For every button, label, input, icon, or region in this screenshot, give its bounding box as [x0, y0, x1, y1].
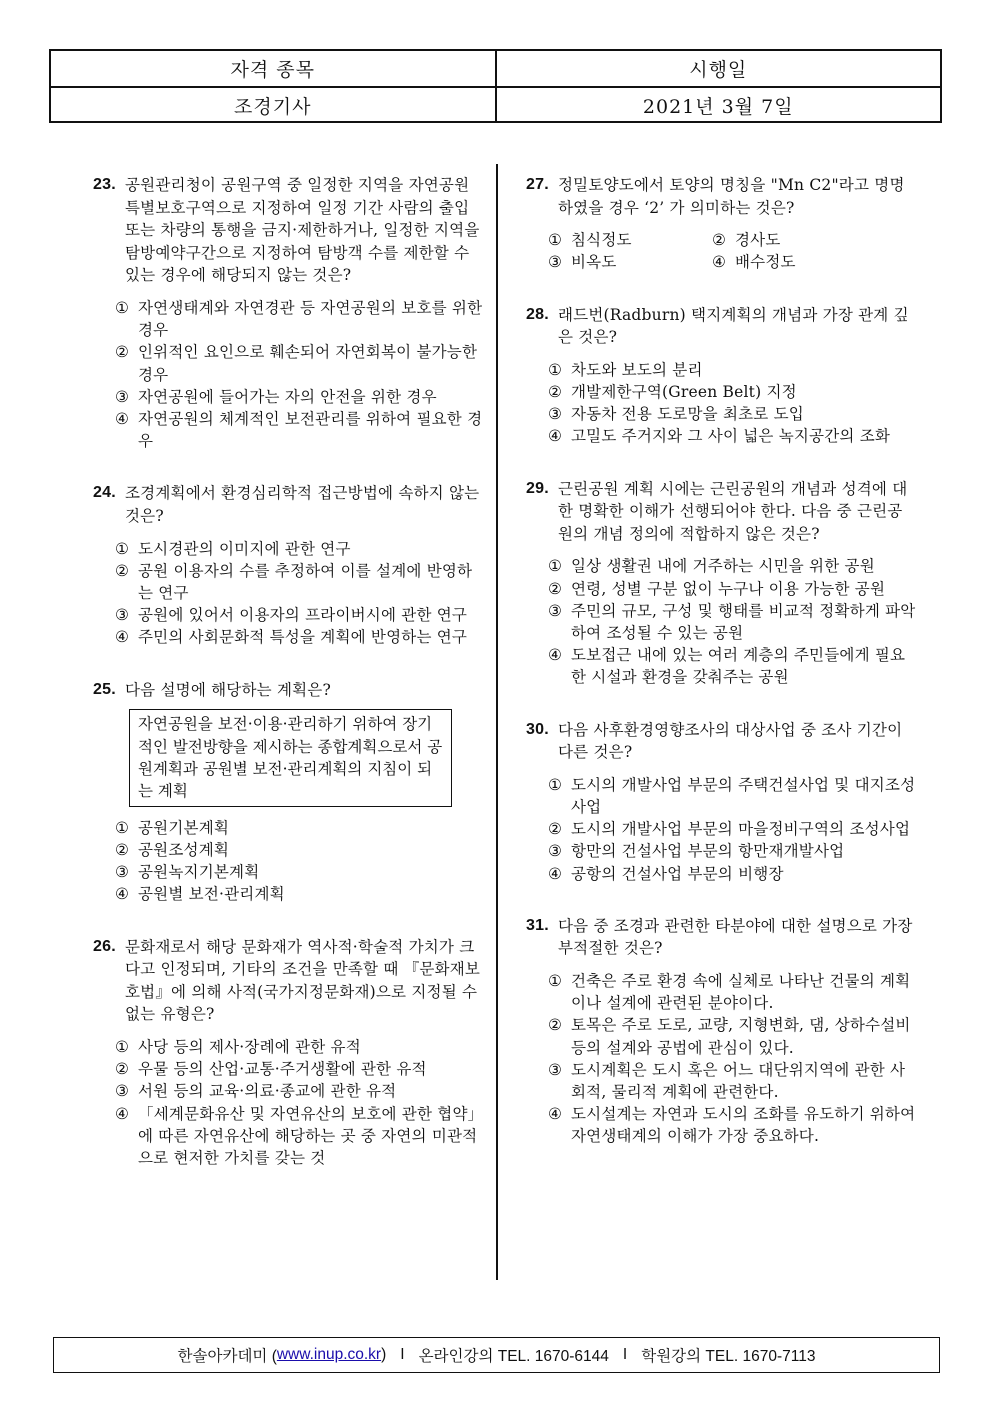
- question-text: 31. 다음 중 조경과 관련한 타분야에 대한 설명으로 가장 부적절한 것은?: [526, 916, 913, 958]
- option-3: ③ 비옥도: [548, 253, 617, 272]
- option-4: ④ 배수정도: [712, 253, 796, 272]
- option-1: ① 차도와 보도의 분리: [548, 360, 703, 379]
- options: [526, 774, 916, 885]
- option-2: ② 도시의 개발사업 부문의 마을정비구역의 조성사업: [548, 820, 911, 839]
- option-3: ③ 자연공원에 들어가는 자의 안전을 위한 경우: [115, 387, 437, 406]
- question-text: 24. 조경계획에서 환경심리학적 접근방법에 속하지 않는 것은?: [93, 484, 480, 525]
- question-text: 29. 근린공원 계획 시에는 근린공원의 개념과 성격에 대한 명확한 이해가 선행되어야 한다. 다음 중 근린공원의 개념 정의에 적합하지 않은 것은?: [526, 479, 908, 543]
- option-1: ① 침식정도: [548, 231, 632, 250]
- option-3: ③ 주민의 규모, 구성 및 행태를 비교적 정확하게 파악하여 조성될 수 있는 공원: [548, 601, 916, 642]
- option-1: ① 도시의 개발사업 부문의 주택건설사업 및 대지조성사업: [548, 775, 916, 816]
- option-4: ④ 주민의 사회문화적 특성을 계획에 반영하는 연구: [115, 628, 468, 647]
- option-1: ① 자연생태계와 자연경관 등 자연공원의 보호를 위한 경우: [115, 298, 483, 340]
- option-3: ③ 공원녹지기본계획: [115, 863, 260, 882]
- question-26: [93, 936, 483, 1170]
- separator: I: [622, 1346, 628, 1363]
- option-1: ① 도시경관의 이미지에 관한 연구: [115, 539, 351, 558]
- option-3: ③ 자동차 전용 도로망을 최초로 도입: [548, 405, 804, 424]
- options: [526, 359, 916, 448]
- option-1: ① 일상 생활권 내에 거주하는 시민을 위한 공원: [548, 557, 875, 576]
- option-2: ② 공원 이용자의 수를 추정하여 이를 설계에 반영하는 연구: [115, 561, 473, 602]
- footer-contact: [53, 1337, 940, 1373]
- option-1: ① 사당 등의 제사·장례에 관한 유적: [115, 1038, 361, 1056]
- option-3: ③ 서원 등의 교육·의료·종교에 관한 유적: [115, 1082, 397, 1101]
- question-number: 26.: [93, 937, 116, 955]
- academy-name: 한솔아카데미 (: [177, 1348, 277, 1365]
- header-value-row: [51, 86, 940, 123]
- question-text: 28. 래드번(Radburn) 택지계획의 개념과 가장 관계 깊은 것은?: [526, 305, 909, 347]
- column-divider: [496, 164, 498, 1280]
- question-text: 30. 다음 사후환경영향조사의 대상사업 중 조사 기간이 다른 것은?: [526, 720, 903, 762]
- option-2: ② 토목은 주로 도로, 교량, 지형변화, 댐, 상하수설비 등의 설계와 공법에 관심이 있다.: [548, 1016, 911, 1057]
- separator: I: [400, 1346, 405, 1363]
- option-1: ① 공원기본계획: [115, 818, 230, 837]
- option-3: ③ 도시계획은 도시 혹은 어느 대단위지역에 관한 사회적, 물리적 계획에 관련한다.: [548, 1060, 906, 1101]
- question-29: [526, 478, 916, 689]
- option-3: ③ 항만의 건설사업 부문의 항만재개발사업: [548, 842, 845, 861]
- option-1: ① 건축은 주로 환경 속에 실체로 나타난 건물의 계획이나 설계에 관련된 분야이다.: [548, 971, 911, 1013]
- options: [93, 817, 483, 906]
- offline-phone: 학원강의 TEL. 1670-7113: [641, 1348, 816, 1365]
- option-4: ④ 공원별 보전·관리계획: [115, 885, 285, 904]
- right-column: [526, 174, 916, 1178]
- options: [526, 970, 916, 1148]
- academy-close-paren: ): [381, 1346, 387, 1363]
- option-4: ④ 자연공원의 체계적인 보전관리를 위하여 필요한 경우: [115, 409, 483, 451]
- question-number: 28.: [526, 305, 549, 323]
- question-text: 27. 정밀토양도에서 토양의 명칭을 "Mn C2"라고 명명하였을 경우 ‘2’ 가 의미하는 것은?: [526, 176, 905, 217]
- question-number: 29.: [526, 479, 549, 497]
- option-4: ④ 도보접근 내에 있는 여러 계층의 주민들에게 필요한 시설과 환경을 갖춰주는 공원: [548, 646, 906, 687]
- question-27: [526, 174, 916, 274]
- header-label-row: [51, 51, 940, 86]
- option-4: ④ 「세계문화유산 및 자연유산의 보호에 관한 협약」에 따른 자연유산에 해당하는 곳 중 자연의 미관적으로 현저한 가치를 갖는 것: [115, 1104, 478, 1168]
- question-28: [526, 304, 916, 448]
- question-25: [93, 679, 483, 906]
- question-30: [526, 719, 916, 885]
- option-2: ② 연령, 성별 구분 없이 누구나 이용 가능한 공원: [548, 579, 886, 598]
- label-category: 자격 종목: [230, 59, 315, 81]
- question-23: [93, 174, 483, 452]
- option-2: ② 경사도: [712, 231, 781, 250]
- options: [93, 538, 483, 649]
- question-text: 23. 공원관리청이 공원구역 중 일정한 지역을 자연공원특별보호구역으로 지정하여 일정 기간 사람의 출입 또는 차량의 통행을 금지·제한하거나, 일정한 지역을 탐방예약구간으로 지정하여 탐방객 수를 제한할 수 있는 경우에 해당되지 않는 것은?: [93, 176, 480, 285]
- option-2: ② 인위적인 요인으로 훼손되어 자연회복이 불가능한 경우: [115, 343, 478, 384]
- question-number: 25.: [93, 680, 116, 698]
- question-number: 27.: [526, 176, 549, 193]
- question-text: 25. 다음 설명에 해당하는 계획은?: [93, 679, 483, 702]
- academy-url-link[interactable]: www.inup.co.kr: [276, 1346, 382, 1363]
- options: [526, 555, 916, 688]
- label-date: 시행일: [495, 51, 941, 86]
- option-2: ② 개발제한구역(Green Belt) 지정: [548, 382, 797, 401]
- question-31: [526, 915, 916, 1148]
- option-3: ③ 공원에 있어서 이용자의 프라이버시에 관한 연구: [115, 606, 468, 625]
- question-24: [93, 482, 483, 648]
- option-4: ④ 도시설계는 자연과 도시의 조화를 유도하기 위하여 자연생태계의 이해가 가장 중요하다.: [548, 1105, 916, 1146]
- options: [93, 297, 483, 452]
- left-column: [93, 174, 483, 1199]
- options: [526, 229, 916, 273]
- option-2: ② 우물 등의 산업·교통·주거생활에 관한 유적: [115, 1060, 427, 1079]
- question-number: 30.: [526, 720, 549, 738]
- question-text: 26. 문화재로서 해당 문화재가 역사적·학술적 가치가 크다고 인정되며, 기타의 조건을 만족할 때 『문화재보호법』에 의해 사적(국가지정문화재)으로 지정될 수 없는 유형은?: [93, 937, 481, 1024]
- option-4: ④ 고밀도 주거지와 그 사이 넓은 녹지공간의 조화: [548, 427, 891, 446]
- option-4: ④ 공항의 건설사업 부문의 비행장: [548, 864, 784, 883]
- option-2: ② 공원조성계획: [115, 841, 230, 860]
- exam-date: 2021년 3월 7일: [495, 88, 941, 123]
- online-phone: 온라인강의 TEL. 1670-6144: [418, 1348, 609, 1365]
- options: [93, 1036, 483, 1169]
- exam-category: 조경기사: [234, 96, 312, 118]
- exam-header-table: [49, 49, 942, 123]
- description-box: 자연공원을 보전·이용·관리하기 위하여 장기적인 발전방향을 제시하는 종합계획으로서 공원계획과 공원별 보전·관리계획의 지침이 되는 계획: [129, 709, 452, 807]
- question-number: 24.: [93, 484, 116, 502]
- question-number: 23.: [93, 176, 116, 193]
- question-number: 31.: [526, 916, 549, 934]
